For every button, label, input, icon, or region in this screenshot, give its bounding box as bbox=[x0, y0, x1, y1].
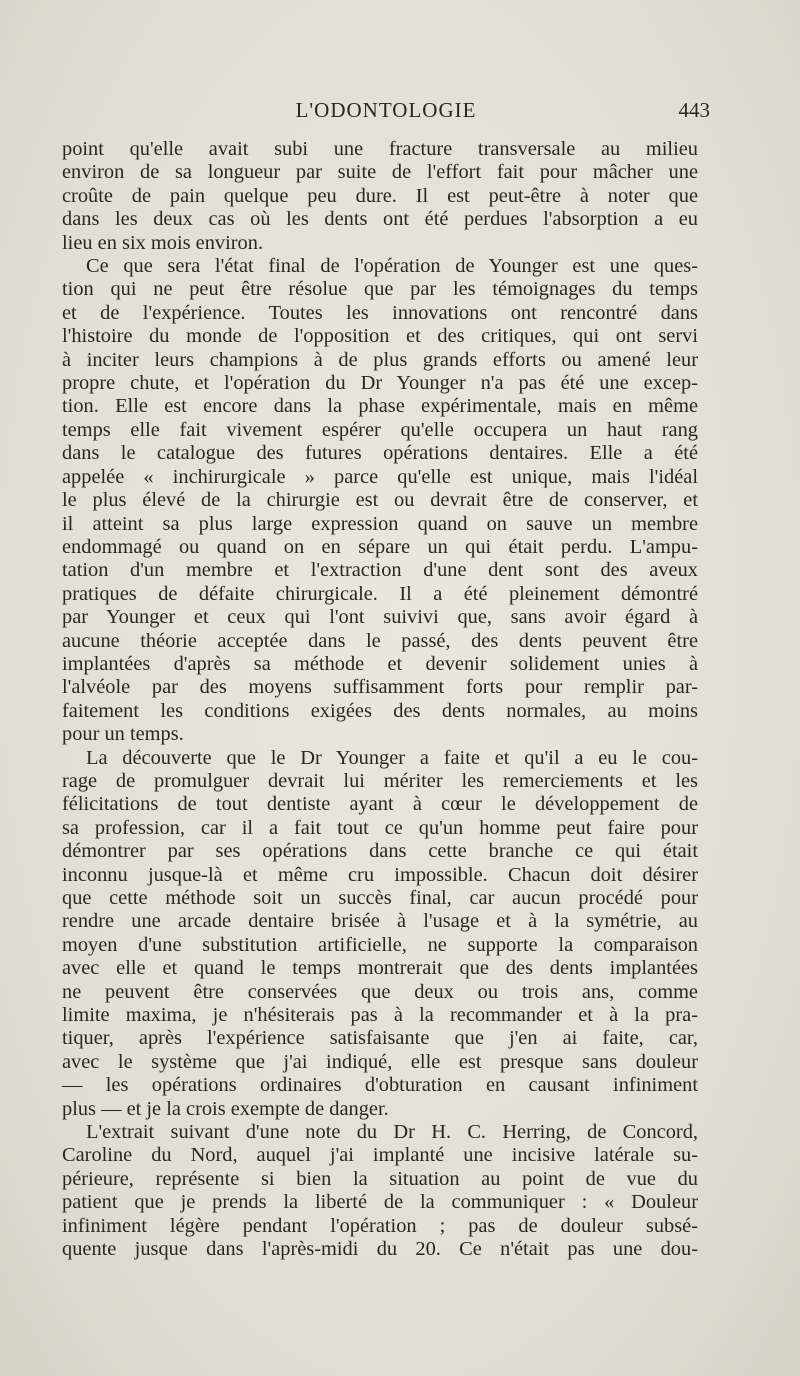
text-line: dans les deux cas où les dents ont été perdues l'absorption a eu bbox=[62, 208, 698, 231]
page-header bbox=[62, 98, 710, 130]
text-line: tion qui ne peut être résolue que par les témoignages du temps bbox=[62, 278, 698, 301]
text-line: par Younger et ceux qui l'ont suivivi que, sans avoir égard à bbox=[62, 606, 698, 629]
running-title: L'ODONTOLOGIE bbox=[295, 98, 477, 122]
text-line: tion. Elle est encore dans la phase expérimentale, mais en même bbox=[62, 395, 698, 418]
text-line: démontrer par ses opérations dans cette branche ce qui était bbox=[62, 840, 698, 863]
text-line: avec le système que j'ai indiqué, elle est presque sans douleur bbox=[62, 1050, 698, 1073]
text-line: Caroline du Nord, auquel j'ai implanté une incisive latérale su- bbox=[62, 1144, 698, 1167]
text-line: le plus élevé de la chirurgie est ou devrait être de conserver, et bbox=[62, 489, 698, 512]
text-line: l'histoire du monde de l'opposition et des critiques, qui ont servi bbox=[62, 325, 698, 348]
paragraph bbox=[62, 1121, 698, 1261]
text-line: rage de promulguer devrait lui mériter les remerciements et les bbox=[62, 769, 698, 792]
text-line: La découverte que le Dr Younger a faite et qu'il a eu le cou- bbox=[86, 746, 698, 769]
text-line: faitement les conditions exigées des dents normales, au moins bbox=[62, 699, 698, 722]
text-line: infiniment légère pendant l'opération ; pas de douleur subsé- bbox=[62, 1214, 698, 1237]
text-line: appelée « inchirurgicale » parce qu'elle est unique, mais l'idéal bbox=[62, 465, 698, 488]
text-line: environ de sa longueur par suite de l'effort fait pour mâcher une bbox=[62, 161, 698, 184]
text-line: limite maxima, je n'hésiterais pas à la recommander et à la pra- bbox=[62, 1004, 698, 1027]
text-line: point qu'elle avait subi une fracture transversale au milieu bbox=[62, 138, 698, 160]
text-line: endommagé ou quand on en sépare un qui était perdu. L'ampu- bbox=[62, 535, 698, 558]
text-line: que cette méthode soit un succès final, car aucun procédé pour bbox=[62, 887, 698, 909]
text-line: Ce que sera l'état final de l'opération de Younger est une ques- bbox=[86, 255, 698, 278]
text-line: implantées d'après sa méthode et devenir solidement unies à bbox=[62, 652, 698, 675]
paragraph bbox=[62, 138, 698, 255]
text-line: patient que je prends la liberté de la communiquer : « Douleur bbox=[62, 1191, 698, 1214]
text-line: avec elle et quand le temps montrerait que des dents implantées bbox=[62, 957, 698, 980]
text-line: pour un temps. bbox=[62, 723, 184, 746]
text-line: inconnu jusque-là et même cru impossible. Chacun doit désirer bbox=[62, 863, 698, 886]
body-text bbox=[62, 138, 698, 1262]
text-line: félicitations de tout dentiste ayant à cœur le développement de bbox=[62, 793, 698, 816]
paragraph bbox=[62, 747, 698, 1122]
paragraph bbox=[62, 255, 698, 747]
text-line: il atteint sa plus large expression quand on sauve un membre bbox=[62, 512, 698, 535]
text-line: moyen d'une substitution artificielle, ne supporte la comparaison bbox=[62, 933, 698, 956]
text-line: rendre une arcade dentaire brisée à l'usage et à la symétrie, au bbox=[62, 910, 698, 933]
text-line: à inciter leurs champions à de plus grands efforts ou amené leur bbox=[62, 348, 698, 371]
text-line: temps elle fait vivement espérer qu'elle occupera un haut rang bbox=[62, 418, 698, 441]
text-line: — les opérations ordinaires d'obturation en causant infiniment bbox=[62, 1074, 698, 1097]
text-line: et de l'expérience. Toutes les innovations ont rencontré dans bbox=[62, 301, 698, 324]
text-line: quente jusque dans l'après-midi du 20. Ce n'était pas une dou- bbox=[62, 1238, 698, 1261]
text-line: pratiques de défaite chirurgicale. Il a été pleinement démontré bbox=[62, 582, 698, 605]
text-line: sa profession, car il a fait tout ce qu'un homme peut faire pour bbox=[62, 816, 698, 839]
text-line: propre chute, et l'opération du Dr Younger n'a pas été une excep- bbox=[62, 372, 698, 395]
text-line: périeure, représente si bien la situation au point de vue du bbox=[62, 1167, 698, 1190]
text-line: aucune théorie acceptée dans le passé, des dents peuvent être bbox=[62, 629, 698, 652]
text-line: lieu en six mois environ. bbox=[62, 231, 264, 254]
text-line: plus — et je la crois exempte de danger. bbox=[62, 1097, 389, 1120]
page-number: 443 bbox=[678, 98, 710, 122]
text-line: tation d'un membre et l'extraction d'une dent sont des aveux bbox=[62, 559, 698, 582]
text-line: dans le catalogue des futures opérations dentaires. Elle a été bbox=[62, 442, 698, 465]
text-line: tiquer, après l'expérience satisfaisante que j'en ai faite, car, bbox=[62, 1027, 698, 1050]
text-line: ne peuvent être conservées que deux ou trois ans, comme bbox=[62, 980, 698, 1003]
text-line: L'extrait suivant d'une note du Dr H. C. Herring, de Concord, bbox=[86, 1121, 698, 1144]
text-line: l'alvéole par des moyens suffisamment forts pour remplir par- bbox=[62, 676, 698, 699]
text-line: croûte de pain quelque peu dure. Il est peut-être à noter que bbox=[62, 184, 698, 207]
